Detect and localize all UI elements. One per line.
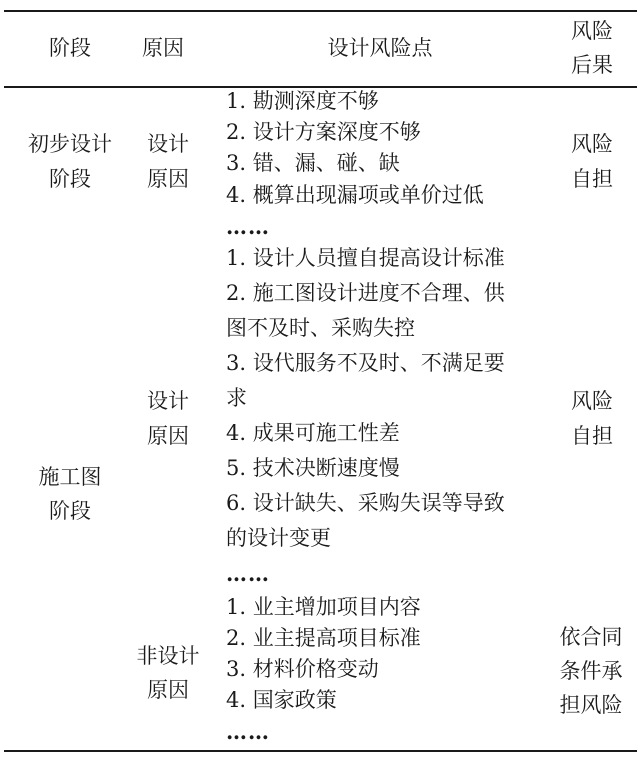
header-consequence-line2: 后果 xyxy=(571,53,613,77)
header-consequence-line1: 风险 xyxy=(571,19,613,43)
header-stage: 阶段 xyxy=(49,36,91,60)
row3-consequence-line1: 依合同 xyxy=(559,625,623,649)
list-item: 4. 概算出现漏项或单价过低 xyxy=(226,183,484,207)
list-item: 3. 设代服务不及时、不满足要 xyxy=(226,351,505,375)
list-item: 1. 业主增加项目内容 xyxy=(226,595,421,619)
row1-cause-line1: 设计 xyxy=(147,132,189,156)
list-item: 2. 施工图设计进度不合理、供 xyxy=(226,281,505,305)
row3-risk-list xyxy=(226,592,421,747)
row1-stage-line2: 阶段 xyxy=(49,167,91,191)
row3-consequence-line2: 条件承 xyxy=(559,659,623,683)
row1-cause-line2: 原因 xyxy=(147,167,189,191)
list-item: 求 xyxy=(226,386,247,410)
row3-cause-line1: 非设计 xyxy=(136,644,200,668)
row2-risk-list xyxy=(226,241,505,591)
list-item: 2. 设计方案深度不够 xyxy=(226,120,421,144)
list-item: 2. 业主提高项目标准 xyxy=(226,626,421,650)
row2-cause-line1: 设计 xyxy=(147,389,189,413)
header-risk-points: 设计风险点 xyxy=(327,36,433,60)
list-item: 3. 材料价格变动 xyxy=(226,657,379,681)
list-item-ellipsis: …… xyxy=(226,561,270,586)
row2-consequence-line1: 风险 xyxy=(571,389,613,413)
list-item: 4. 成果可施工性差 xyxy=(226,421,400,445)
row1-stage-line1: 初步设计 xyxy=(28,132,112,156)
row2-stage-line2: 阶段 xyxy=(49,499,91,523)
list-item-ellipsis: …… xyxy=(226,214,270,239)
list-item: 5. 技术决断速度慢 xyxy=(226,456,400,480)
row3-consequence-line3: 担风险 xyxy=(559,693,623,717)
row2-cause-line2: 原因 xyxy=(147,424,189,448)
list-item: 1. 设计人员擅自提高设计标准 xyxy=(226,246,505,270)
row1-consequence-line1: 风险 xyxy=(571,132,613,156)
row2-consequence-line2: 自担 xyxy=(571,424,613,448)
row2-stage-line1: 施工图 xyxy=(38,465,102,489)
table-top-rule xyxy=(4,10,637,12)
list-item: 的设计变更 xyxy=(226,526,331,550)
list-item: 4. 国家政策 xyxy=(226,688,337,712)
row1-consequence-line2: 自担 xyxy=(571,167,613,191)
row3-cause-line2: 原因 xyxy=(147,678,189,702)
list-item: 图不及时、采购失控 xyxy=(226,316,415,340)
list-item-ellipsis: …… xyxy=(226,719,270,744)
list-item: 6. 设计缺失、采购失误等导致 xyxy=(226,491,505,515)
table-bottom-rule xyxy=(4,750,637,752)
header-cause: 原因 xyxy=(142,36,184,60)
list-item: 1. 勘测深度不够 xyxy=(226,89,379,113)
list-item: 3. 错、漏、碰、缺 xyxy=(226,151,400,175)
row1-risk-list xyxy=(226,85,484,243)
